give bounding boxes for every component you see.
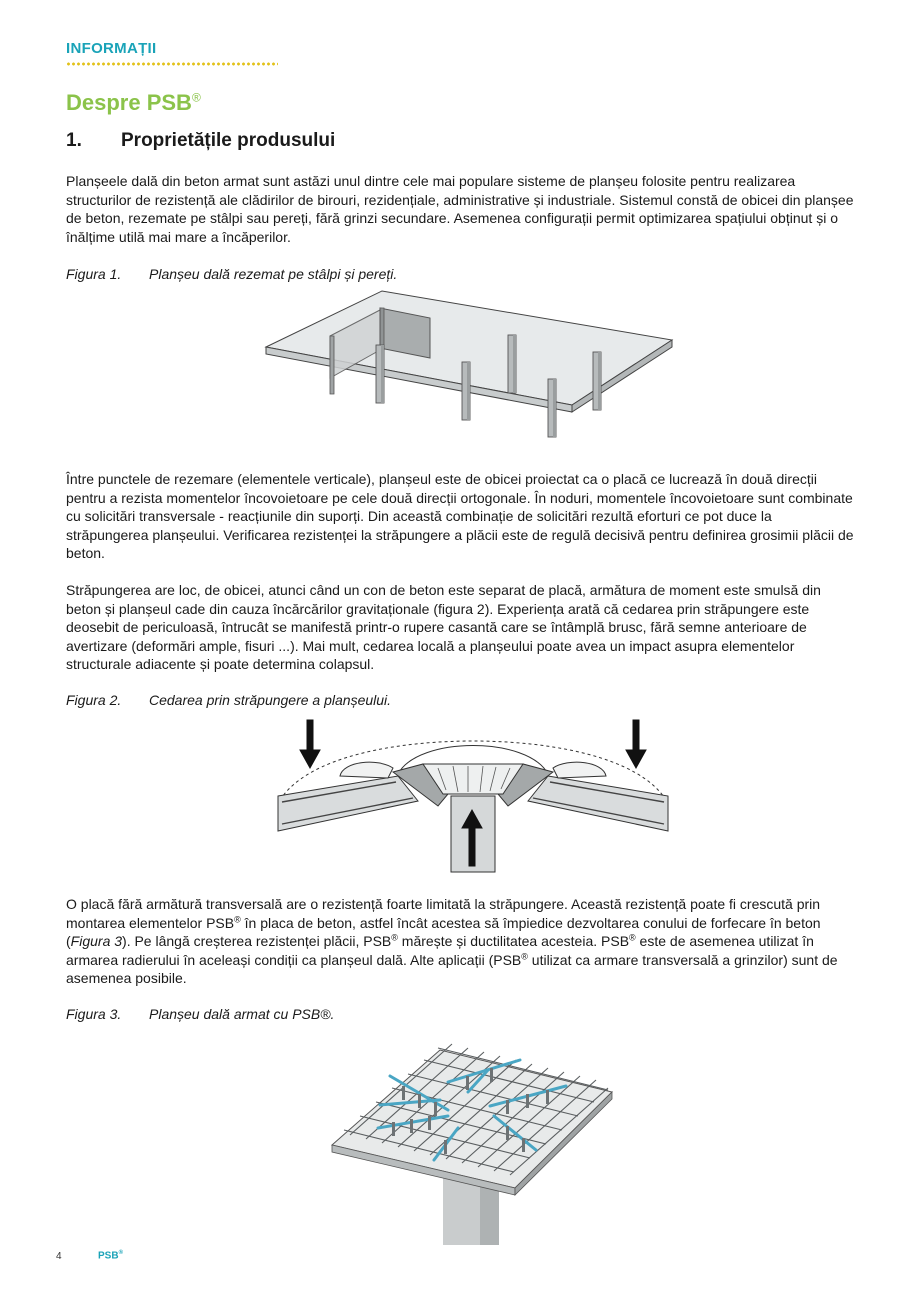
figure-caption: Cedarea prin străpungere a planșeului. [149,692,392,708]
section-number: 1. [66,130,82,151]
figure-3-caption [66,1006,334,1022]
section-heading [66,130,335,152]
page-title: Despre PSB® [66,90,201,115]
figure-caption: Planșeu dală armat cu PSB®. [149,1006,335,1022]
section-label: INFORMAȚII [66,40,157,57]
figure-caption: Planșeu dală rezemat pe stâlpi și pereți. [149,266,398,282]
figure-2-punching-illustration [268,716,678,874]
figure-2-caption [66,692,391,708]
figure-1-caption [66,266,397,282]
figure-number: Figura 1. [66,266,122,282]
paragraph-4: O placă fără armătură transversală are o rezistență foarte limitată la străpungere. Această rezistență poate fi crescută prin montarea elementelor PSB® în placa de beton, astfel încât acestea să împiedice dezvoltarea conului de forfecare în beton (Figura 3). Pe lângă creșterea rezistenței plăcii, PSB® mărește și ductilitatea acesteia. PSB® este de asemenea utilizat în armarea radierului în aceleași condiții ca planșeul dală. Alte aplicații (PSB® utilizat ca armare transversală a grinzilor) sunt de asemenea posibile. [66,896,838,987]
figure-1-slab-illustration [260,288,680,443]
figure-number: Figura 2. [66,692,122,708]
figure-3-psb-illustration [330,1030,615,1245]
paragraph-1: Planșeele dală din beton armat sunt astăzi unul dintre cele mai populare sisteme de planșeu folosite pentru realizarea structurilor de rezistență ale clădirilor de birouri, rezidențiale, administrative și industriale. Sistemul constă de obicei din planșee de beton, rezemate pe stâlpi sau pereți, fără grinzi secundare. Asemenea configurații permit optimizarea spațiului obținut și o înălțime utilă mai mare a încăperilor. [66,173,854,245]
section-heading-text: Proprietățile produsului [121,130,336,151]
paragraph-2: Între punctele de rezemare (elementele verticale), planșeul este de obicei proiectat ca o placă ce lucrează în două direcții pentru a rezista momentelor încovoietoare pe cele două direcții ortogonale. În noduri, momentele încovoietoare sunt combinate cu solicitări transversale - reacțiunile din suporți. Din această combinație de solicitări rezultă eforturi ce pot duce la străpungerea planșeului. Verificarea rezistenței la străpungere a plăcii este de regulă decisivă pentru definirea grosimii plăcii de beton. [66,471,854,562]
footer-brand: PSB® [98,1250,123,1262]
paragraph-3: Străpungerea are loc, de obicei, atunci când un con de beton este separat de placă, armătura de moment este smulsă din beton și planșeul cade din cauza încărcărilor gravitaționale (figura 2). Experiența arată că cedarea prin străpungere este deosebit de periculoasă, întrucât se manifestă printr-o rupere casantă care se întâmplă brusc, fără semne anterioare de avertizare (deformări ample, fisuri ...). Mai mult, cedarea locală a planșeului poate avea un impact asupra elementelor structurale adiacente și poate determina colapsul. [66,582,821,673]
dotted-divider [66,62,278,66]
page-number: 4 [56,1251,62,1262]
figure-number: Figura 3. [66,1006,122,1022]
